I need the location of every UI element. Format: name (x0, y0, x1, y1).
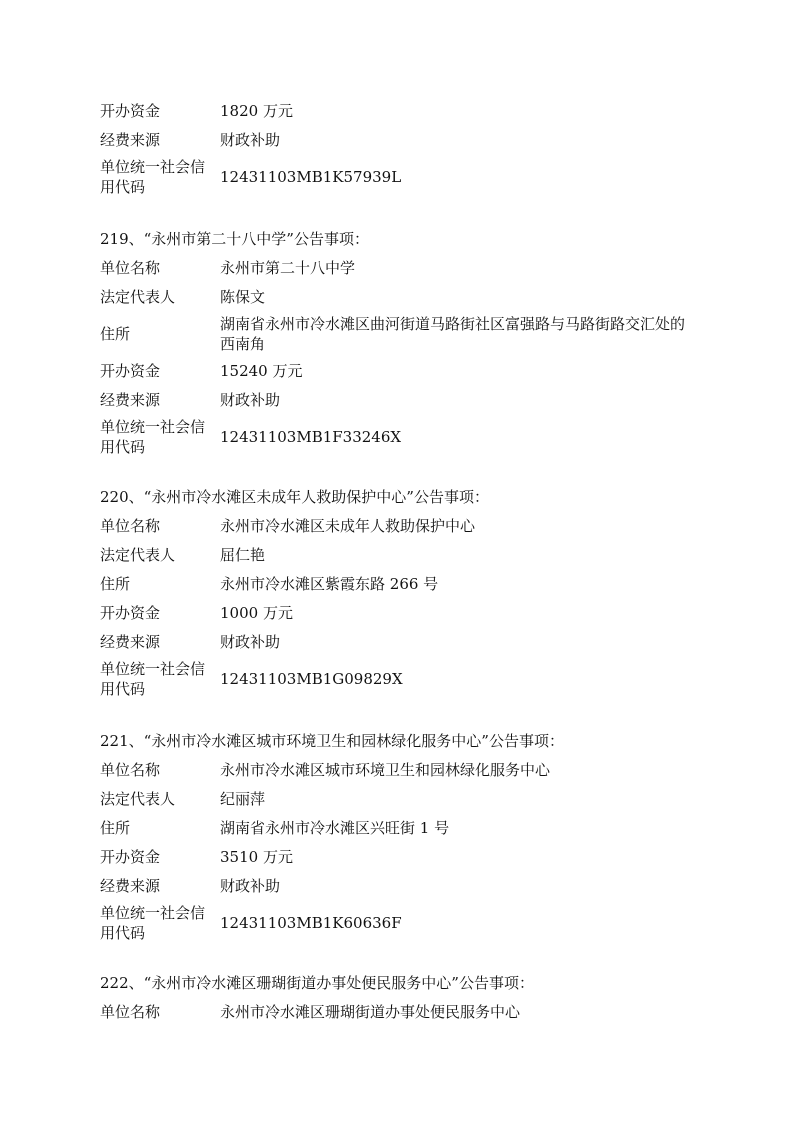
field-value: 财政补助 (220, 633, 281, 651)
field-value: 财政补助 (220, 391, 281, 409)
section-heading: 220、“永州市冷水滩区未成年人救助保护中心”公告事项： (100, 488, 489, 506)
field-value: 永州市第二十八中学 (220, 259, 356, 277)
field-value: 湖南省永州市冷水滩区曲河街道马路街社区富强路与马路街路交汇处的西南角 (220, 315, 686, 353)
field-label: 经费来源 (100, 633, 161, 651)
field-value: 屈仁艳 (220, 546, 266, 564)
section-heading: 219、“永州市第二十八中学”公告事项： (100, 230, 369, 248)
section-heading: 221、“永州市冷水滩区城市环境卫生和园林绿化服务中心”公告事项： (100, 732, 564, 750)
field-value: 12431103MB1K60636F (220, 914, 402, 932)
field-label: 经费来源 (100, 131, 161, 149)
field-label: 开办资金 (100, 848, 161, 866)
field-value: 永州市冷水滩区城市环境卫生和园林绿化服务中心 (220, 761, 551, 779)
section-heading: 222、“永州市冷水滩区珊瑚街道办事处便民服务中心”公告事项： (100, 974, 534, 992)
field-label: 法定代表人 (100, 288, 176, 306)
field-value: 15240 万元 (220, 362, 303, 380)
field-label: 单位名称 (100, 761, 161, 779)
field-label: 住所 (100, 819, 131, 837)
field-value: 财政补助 (220, 877, 281, 895)
field-label: 单位名称 (100, 517, 161, 535)
field-label: 住所 (100, 575, 131, 593)
field-label: 法定代表人 (100, 790, 176, 808)
field-value: 12431103MB1K57939L (220, 168, 402, 186)
field-value: 永州市冷水滩区珊瑚街道办事处便民服务中心 (220, 1003, 521, 1021)
field-value: 财政补助 (220, 131, 281, 149)
field-label: 开办资金 (100, 362, 161, 380)
field-label: 开办资金 (100, 604, 161, 622)
field-value: 1820 万元 (220, 102, 293, 120)
field-value: 12431103MB1F33246X (220, 428, 402, 446)
field-value: 纪丽萍 (220, 790, 266, 808)
field-value: 湖南省永州市冷水滩区兴旺街 1 号 (220, 819, 450, 837)
field-value: 永州市冷水滩区未成年人救助保护中心 (220, 517, 476, 535)
field-value: 1000 万元 (220, 604, 293, 622)
field-label: 单位名称 (100, 1003, 161, 1021)
field-value: 陈保文 (220, 288, 266, 306)
field-label: 经费来源 (100, 391, 161, 409)
field-value: 永州市冷水滩区紫霞东路 266 号 (220, 575, 439, 593)
field-label: 单位统一社会信用代码 (100, 660, 206, 698)
field-value: 12431103MB1G09829X (220, 670, 403, 688)
field-label: 开办资金 (100, 102, 161, 120)
field-label: 经费来源 (100, 877, 161, 895)
field-value: 3510 万元 (220, 848, 293, 866)
field-label: 法定代表人 (100, 546, 176, 564)
field-label: 单位统一社会信用代码 (100, 158, 206, 196)
field-label: 单位名称 (100, 259, 161, 277)
field-label: 住所 (100, 325, 131, 343)
field-label: 单位统一社会信用代码 (100, 418, 206, 456)
field-label: 单位统一社会信用代码 (100, 904, 206, 942)
